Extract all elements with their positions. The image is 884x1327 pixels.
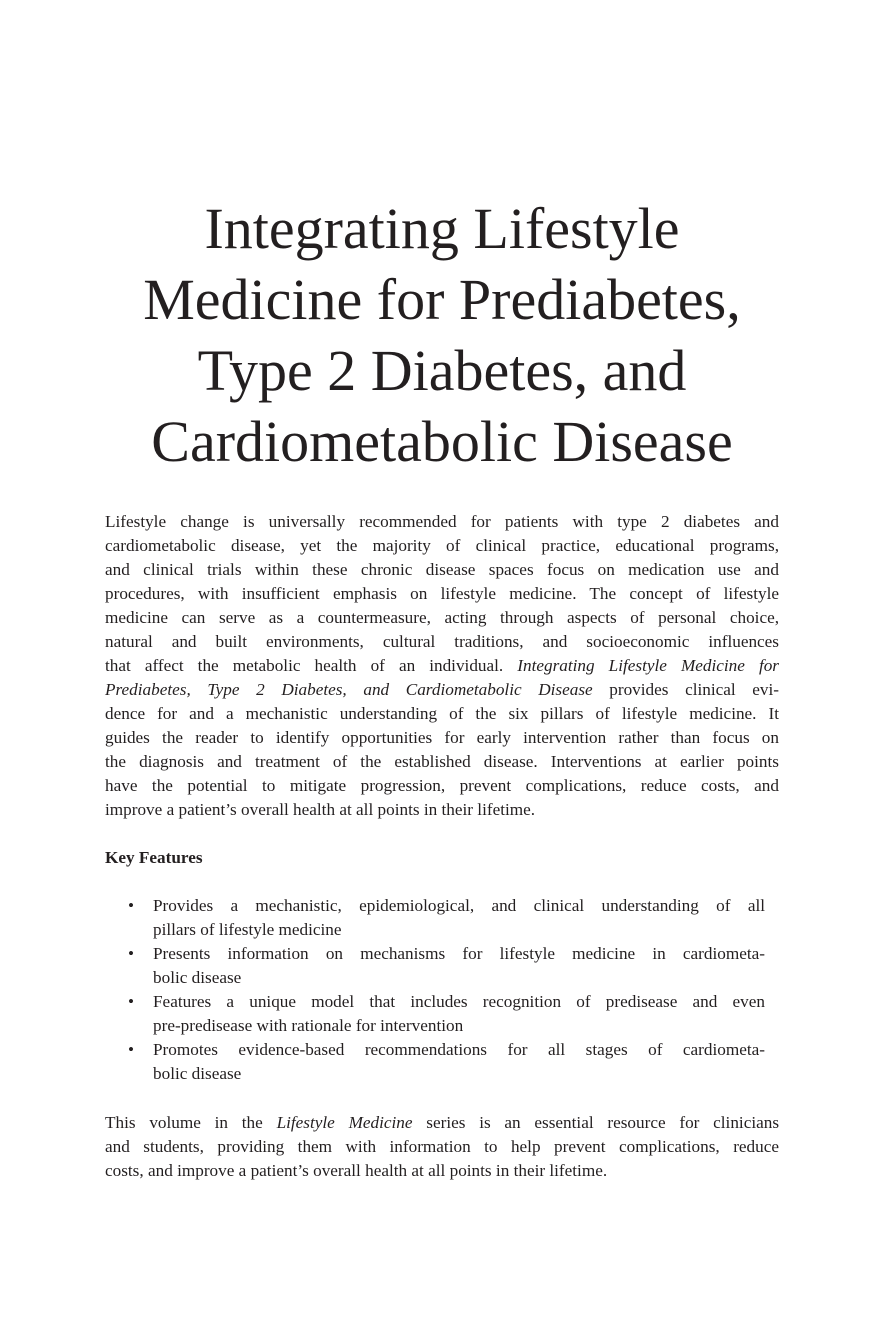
title-line: Integrating Lifestyle	[204, 196, 680, 261]
title-line: Medicine for Prediabetes,	[143, 267, 741, 332]
text-line: procedures, with insufficient emphasis on lifestyle medicine. The concept of lifestyle	[105, 584, 779, 603]
list-item	[105, 990, 765, 1038]
title-line: Cardiometabolic Disease	[151, 409, 733, 474]
list-item	[105, 1038, 765, 1086]
text-line: natural and built environments, cultural traditions, and socioeconomic influences	[105, 632, 779, 651]
text-line	[105, 678, 779, 702]
text-line	[105, 1111, 779, 1135]
intro-paragraph	[105, 510, 779, 822]
text-line: the diagnosis and treatment of the established disease. Interventions at earlier points	[105, 752, 779, 771]
bullet-icon: •	[128, 992, 135, 1011]
text-segment: series is an essential resource for clinicians	[426, 1113, 780, 1132]
text-line: pillars of lifestyle medicine	[153, 920, 342, 939]
text-line: pre-predisease with rationale for intervention	[153, 1016, 464, 1035]
list-item	[105, 942, 765, 990]
text-line: Features a unique model that includes recognition of predisease and even	[153, 992, 765, 1011]
bullet-icon: •	[128, 944, 135, 963]
text-line: medicine can serve as a countermeasure, acting through aspects of personal choice,	[105, 608, 779, 627]
list-item	[105, 894, 765, 942]
text-segment: that affect the metabolic health of an individual.	[105, 656, 504, 675]
key-features-heading: Key Features	[105, 848, 203, 867]
text-line: bolic disease	[153, 1064, 242, 1083]
text-line: Provides a mechanistic, epidemiological, and clinical understanding of all	[153, 896, 765, 915]
bullet-icon: •	[128, 896, 135, 915]
book-title-reference: Prediabetes, Type 2 Diabetes, and Cardiometabolic Disease	[105, 680, 593, 699]
text-segment: This volume in the	[105, 1113, 263, 1132]
text-line: and clinical trials within these chronic disease spaces focus on medication use and	[105, 560, 779, 579]
text-line: improve a patient’s overall health at all points in their lifetime.	[105, 800, 536, 819]
text-line: Lifestyle change is universally recommended for patients with type 2 diabetes and	[105, 512, 779, 531]
text-line: have the potential to mitigate progression, prevent complications, reduce costs, and	[105, 776, 779, 795]
text-line: cardiometabolic disease, yet the majority of clinical practice, educational programs,	[105, 536, 779, 555]
text-segment: provides clinical evi-	[609, 680, 779, 699]
key-features-list	[105, 894, 765, 1086]
closing-paragraph	[105, 1111, 779, 1183]
series-title: Lifestyle Medicine	[276, 1113, 413, 1132]
text-line: dence for and a mechanistic understanding of the six pillars of lifestyle medicine. It	[105, 704, 779, 723]
text-line	[105, 654, 779, 678]
bullet-icon: •	[128, 1040, 135, 1059]
text-line: Promotes evidence-based recommendations for all stages of cardiometa-	[153, 1040, 765, 1059]
text-line: bolic disease	[153, 968, 242, 987]
book-title-reference: Integrating Lifestyle Medicine for	[517, 656, 779, 675]
book-title	[60, 193, 824, 477]
text-line: costs, and improve a patient’s overall health at all points in their lifetime.	[105, 1161, 608, 1180]
text-line: guides the reader to identify opportunities for early intervention rather than focus on	[105, 728, 779, 747]
text-line: and students, providing them with information to help prevent complications, reduce	[105, 1137, 779, 1156]
title-line: Type 2 Diabetes, and	[197, 338, 687, 403]
text-line: Presents information on mechanisms for lifestyle medicine in cardiometa-	[153, 944, 765, 963]
